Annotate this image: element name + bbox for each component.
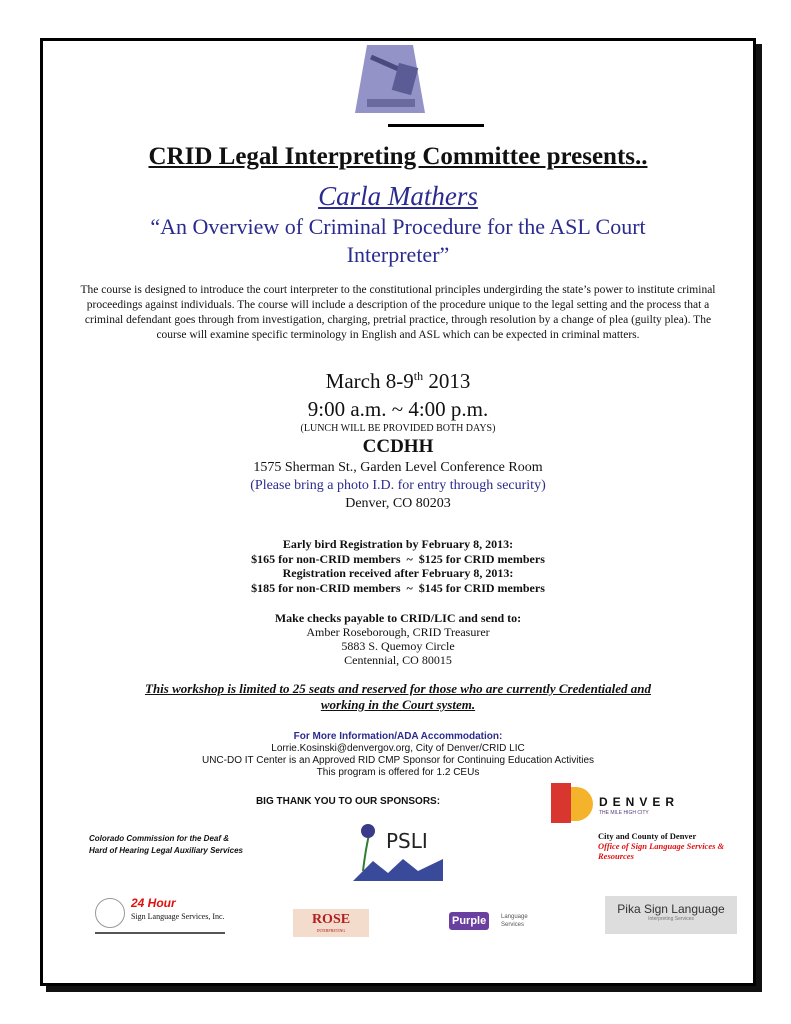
venue-address: 1575 Sherman St., Garden Level Conference Room [253,460,543,475]
logo-underline [388,124,484,127]
venue-city: Denver, CO 80203 [345,496,451,511]
reg-line: $165 for non-CRID members ~ $125 for CRID members [251,551,545,566]
reg-line: Registration received after February 8, 2013: [282,566,514,580]
denver-logo: DENVER THE MILE HIGH CITY [551,783,701,825]
denver-office: City and County of Denver Office of Sign Language Services & Resources [598,831,725,861]
page-title: CRID Legal Interpreting Committee presents.. [148,143,648,170]
flyer-page [40,38,756,986]
course-description: The course is designed to introduce the court interpreter to the constitutional principles undergirding the state’s power to institute criminal proceedings against individuals. The course will include a description of the procedure unique to the legal setting and the process that a criminal defendant goes through from investigation, charging, pretrial practice, through resolution by a change of plea (guilty plea). The course will examine specific terminology in English and ASL which can be expected in criminal matters. [80,284,716,341]
venue-name: CCDHH [362,436,434,457]
24hour-logo: 24 Hour Sign Language Services, Inc. [95,896,225,934]
lunch-note: (LUNCH WILL BE PROVIDED BOTH DAYS) [300,423,496,434]
checks-heading: Make checks payable to CRID/LIC and send to: [274,611,522,625]
checks-line: 5883 S. Quemoy Circle [341,639,455,653]
ccdhh-sponsor: Colorado Commission for the Deaf & Hard of Hearing Legal Auxiliary Services [89,834,243,855]
id-note: (Please bring a photo I.D. for entry through security) [250,478,546,493]
seat-limit-note: This workshop is limited to 25 seats and reserved for those who are currently Credentialed and working in the Court system. [145,681,651,712]
rose-logo: ROSE INTERPRETING [293,909,369,937]
course-title: “An Overview of Criminal Procedure for the ASL Court Interpreter” [150,214,646,267]
event-time: 9:00 a.m. ~ 4:00 p.m. [307,397,489,421]
checks-line: Amber Roseborough, CRID Treasurer [306,625,490,639]
info-line: This program is offered for 1.2 CEUs [316,767,480,778]
reg-line: $185 for non-CRID members ~ $145 for CRID members [251,580,545,595]
event-date: March 8-9th 2013 [325,369,471,393]
payment-info [43,611,753,667]
pika-logo: Pika Sign Language Interpreting Services [605,896,737,934]
sponsors-heading: BIG THANK YOU TO OUR SPONSORS: [255,796,441,807]
registration-fees [43,537,753,595]
reg-line: Early bird Registration by February 8, 2013: [282,537,514,551]
psli-logo: PSLI [348,821,448,881]
gavel-icon [353,43,453,121]
info-heading: For More Information/ADA Accommodation: [293,731,503,742]
speaker-name: Carla Mathers [318,181,478,211]
purple-logo: Purple Language Services [449,911,539,933]
contact-info [43,731,753,779]
contact-email[interactable]: Lorrie.Kosinski@denvergov.org, City of Denver/CRID LIC [271,743,525,754]
checks-line: Centennial, CO 80015 [344,653,452,667]
info-line: UNC-DO IT Center is an Approved RID CMP Sponsor for Continuing Education Activities [201,755,595,766]
